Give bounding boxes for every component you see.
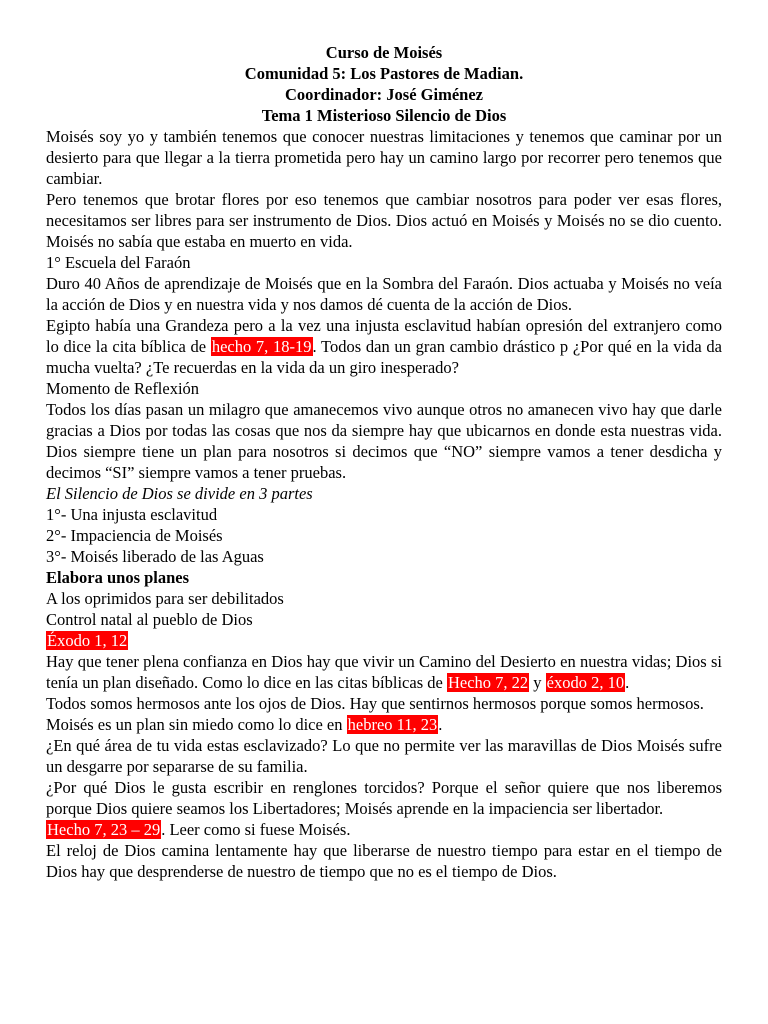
paragraph-6	[46, 651, 722, 693]
part-item: 1°- Una injusta esclavitud	[46, 505, 218, 524]
silence-intro: El Silencio de Dios se divide en 3 partes	[46, 484, 313, 503]
reflection-heading: Momento de Reflexión	[46, 379, 200, 398]
paragraph-3: Duro 40 Años de aprendizaje de Moisés que en la Sombra del Faraón. Dios actuaba y Moisés no veía la acción de Dios y en nuestra vida y nos damos dé cuenta de la acción de Dios.	[46, 274, 722, 314]
paragraph-5: Todos los días pasan un milagro que amanecemos vivo aunque otros no amanecen vivo hay que darle gracias a Dios por todas las cosas que nos da siempre hay que ubicarnos en donde esta nuestras vida. Dios siempre tiene un plan para nosotros si decimos que “NO” siempre vamos a tener desdicha y decimos “SI” siempre vamos a tener pruebas.	[46, 400, 722, 482]
bible-ref-highlight: Hecho 7, 23 – 29	[47, 820, 161, 839]
bible-ref-highlight: éxodo 2, 10	[546, 673, 625, 692]
paragraph-1: Moisés soy yo y también tenemos que conocer nuestras limitaciones y tenemos que caminar por un desierto para que llegar a la tierra prometida pero hay un camino largo por recorrer pero tenemos que cambiar.	[46, 127, 722, 188]
theme-heading: Tema 1 Misterioso Silencio de Dios	[261, 106, 507, 125]
paragraph-2: Pero tenemos que brotar flores por eso tenemos que cambiar nosotros para poder ver esas flores, necesitamos ser libres para ser instrumento de Dios. Dios actuó en Moisés y Moisés no se dio cuento. Moisés no sabía que estaba en muerto en vida.	[46, 190, 722, 251]
paragraph-6-text: Hay que tener plena confianza en Dios hay que vivir un Camino del Desierto en nuestra vidas; Dios si tenía un plan diseñado. Como lo dice en las citas bíblicas de	[46, 652, 722, 692]
school-heading: 1° Escuela del Faraón	[46, 253, 191, 272]
part-item: 2°- Impaciencia de Moisés	[46, 526, 223, 545]
plans-heading: Elabora unos planes	[46, 568, 190, 587]
paragraph-9: ¿En qué área de tu vida estas esclavizado? Lo que no permite ver las maravillas de Dios Moisés sufre un desgarre por separarse de su familia.	[46, 736, 722, 776]
paragraph-8	[46, 714, 722, 735]
document-page	[46, 42, 722, 882]
part-item: 3°- Moisés liberado de las Aguas	[46, 547, 264, 566]
paragraph-4-text-end: . Todos dan un gran cambio drástico p ¿Por qué en la vida da mucha vuelta? ¿Te recuerdas en la vida da un giro inesperado?	[46, 337, 722, 377]
paragraph-6-conjunction: y	[529, 673, 546, 692]
community-heading: Comunidad 5: Los Pastores de Madian.	[244, 64, 524, 83]
paragraph-8-text-end: .	[438, 715, 443, 734]
paragraph-7: Todos somos hermosos ante los ojos de Dios. Hay que sentirnos hermosos porque somos hermosos.	[46, 694, 704, 713]
paragraph-11-text: . Leer como si fuese Moisés.	[161, 820, 351, 839]
plan-item: Control natal al pueblo de Dios	[46, 610, 253, 629]
paragraph-8-text: Moisés es un plan sin miedo como lo dice en	[46, 715, 347, 734]
bible-ref-highlight: hecho 7, 18-19	[211, 337, 312, 356]
paragraph-10: ¿Por qué Dios le gusta escribir en renglones torcidos? Porque el señor quiere que nos liberemos porque Dios quiere seamos los Libertadores; Moisés aprende en la impaciencia ser libertador.	[46, 778, 722, 818]
bible-ref-highlight: Hecho 7, 22	[447, 673, 529, 692]
plan-item: A los oprimidos para ser debilitados	[46, 589, 284, 608]
exodo-ref-line	[46, 630, 722, 651]
paragraph-4	[46, 315, 722, 378]
course-title: Curso de Moisés	[325, 43, 443, 62]
paragraph-12: El reloj de Dios camina lentamente hay que liberarse de nuestro tiempo para estar en el tiempo de Dios hay que desprenderse de nuestro de tiempo que no es el tiempo de Dios.	[46, 841, 722, 881]
paragraph-6-text-end: .	[625, 673, 630, 692]
bible-ref-highlight: Éxodo 1, 12	[47, 631, 128, 650]
paragraph-11	[46, 819, 722, 840]
bible-ref-highlight: hebreo 11, 23	[347, 715, 438, 734]
paragraph-4-text: Egipto había una Grandeza pero a la vez una injusta esclavitud habían opresión del extranjero como lo dice la cita bíblica de	[46, 316, 722, 356]
coordinator-heading: Coordinador: José Giménez	[285, 85, 483, 104]
